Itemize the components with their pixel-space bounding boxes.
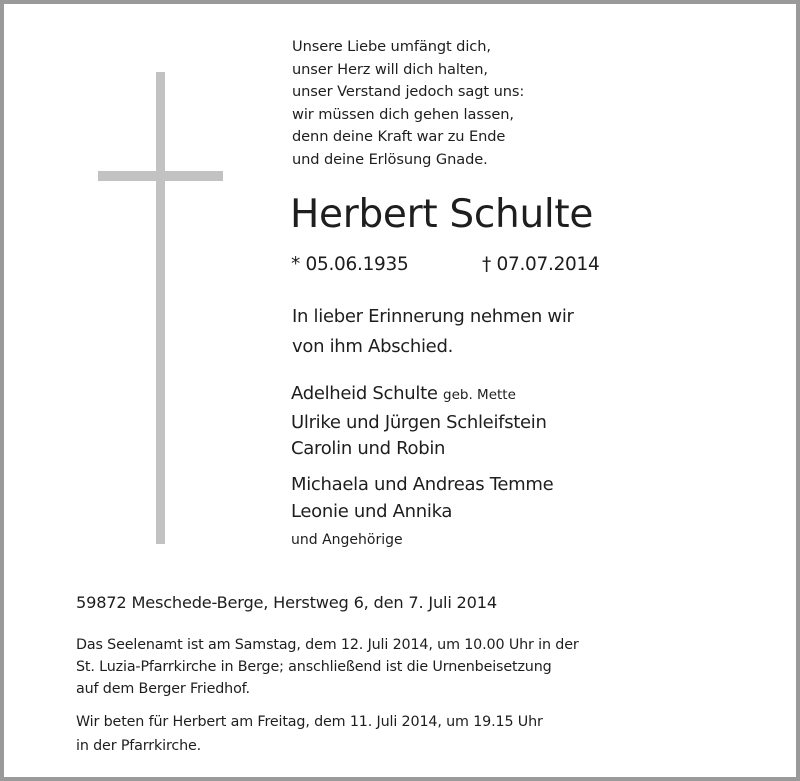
spouse-maiden-name: geb. Mette [443, 387, 516, 403]
mourner-line: Carolin und Robin [291, 438, 446, 459]
spouse-name: Adelheid Schulte [291, 383, 438, 404]
poem-line: wir müssen dich gehen lassen, [292, 105, 514, 123]
poem-line: unser Verstand jedoch sagt uns: [292, 83, 525, 100]
address-line: 59872 Meschede-Berge, Herstweg 6, den 7. Juli 2014 [76, 593, 497, 612]
mourner-family-1 [291, 410, 547, 462]
mourner-line: Michaela und Andreas Temme [291, 474, 554, 495]
mourner-family-2 [291, 471, 553, 525]
death-date: † 07.07.2014 [482, 254, 600, 275]
remembrance-text [292, 302, 574, 362]
relatives-text: und Angehörige [291, 532, 403, 548]
poem-line: unser Herz will dich halten, [292, 60, 488, 78]
birth-date: * 05.06.1935 [291, 254, 409, 275]
poem-line: Unsere Liebe umfängt dich, [292, 38, 491, 55]
poem-line: und deine Erlösung Gnade. [292, 150, 488, 168]
cross-icon-vertical-bar [156, 72, 165, 544]
service-line: auf dem Berger Friedhof. [76, 681, 250, 697]
prayer-line: Wir beten für Herbert am Freitag, dem 11. Juli 2014, um 19.15 Uhr [76, 714, 543, 730]
service-line: St. Luzia-Pfarrkirche in Berge; anschließend ist die Urnenbeisetzung [76, 659, 552, 675]
prayer-info [76, 710, 543, 758]
service-info [76, 634, 579, 700]
deceased-name: Herbert Schulte [290, 192, 594, 237]
mourner-line: Ulrike und Jürgen Schleifstein [291, 412, 547, 433]
mourner-spouse [291, 381, 516, 408]
mourner-line: Leonie und Annika [291, 501, 453, 522]
poem [292, 36, 524, 171]
prayer-line: in der Pfarrkirche. [76, 738, 202, 754]
remembrance-line: von ihm Abschied. [292, 336, 454, 357]
cross-icon-horizontal-bar [98, 171, 223, 181]
poem-line: denn deine Kraft war zu Ende [292, 128, 506, 145]
remembrance-line: In lieber Erinnerung nehmen wir [292, 306, 574, 327]
service-line: Das Seelenamt ist am Samstag, dem 12. Juli 2014, um 10.00 Uhr in der [76, 637, 579, 653]
